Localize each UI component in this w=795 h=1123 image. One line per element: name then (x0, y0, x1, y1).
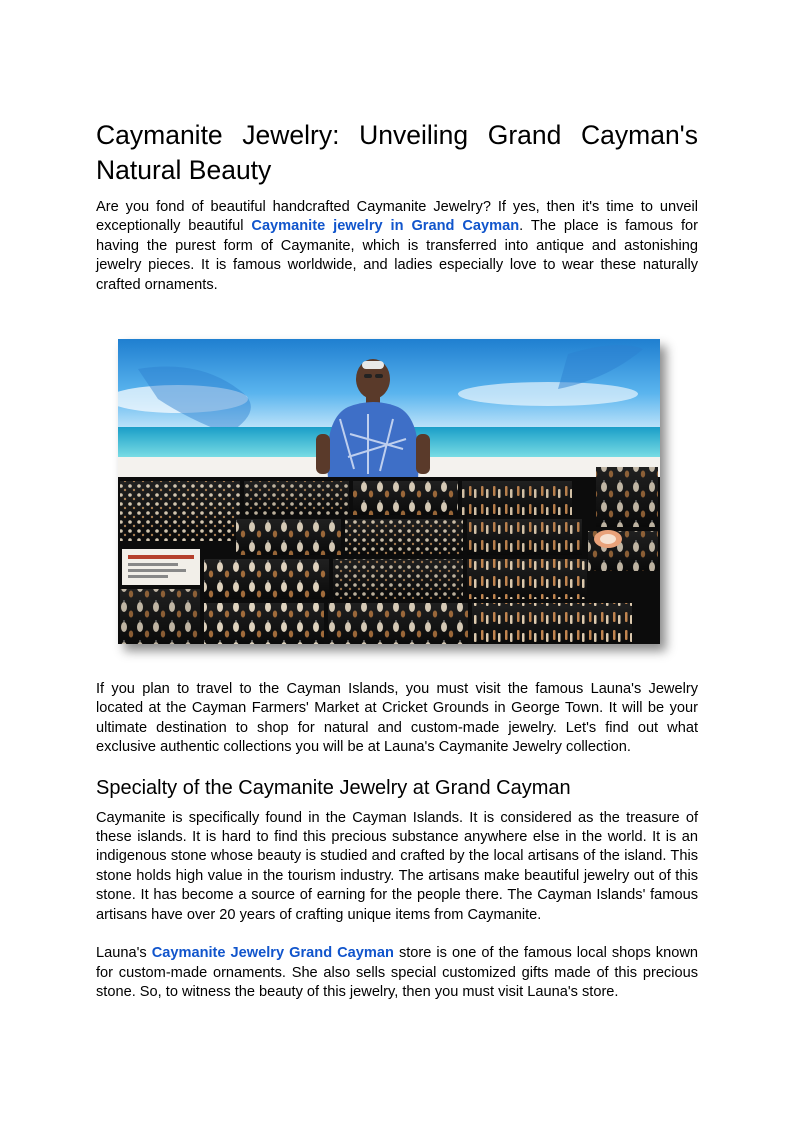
jewelry-trays (118, 467, 660, 644)
intro-text-after: . The place is famous for having the purest form of Caymanite, which is transferred into antique and astonishing jewelry pieces. It is famous worldwide, and ladies especially love to wear these naturally crafted ornaments. (96, 218, 698, 293)
store-text-before: Launa's (96, 945, 152, 962)
photo-illustration (118, 339, 660, 644)
paragraph-visit-launas: If you plan to travel to the Cayman Islands, you must visit the famous Launa's Jewelry located at the Cayman Farmers' Market at Cricket Grounds in George Town. It will be your ultimate destination to shop for natural and custom-made jewelry. Let's find out what exclusive authentic collections you will be at Launa's Caymanite Jewelry collection. (96, 681, 698, 756)
store-text-after: store is one of the famous local shops known for custom-made ornaments. She also sells special customized gifts made of this precious stone. So, to witness the beauty of this jewelry, then you must visit Launa's store. (96, 945, 698, 1000)
section-heading: Specialty of the Caymanite Jewelry at Grand Cayman (96, 776, 571, 799)
jewelry-stall-photo (118, 339, 660, 644)
intro-paragraph (96, 198, 698, 295)
intro-text-before: Are you fond of beautiful handcrafted Caymanite Jewelry? If yes, then it's time to unveil exceptionally beautiful (96, 199, 698, 235)
caymanite-jewelry-link[interactable]: Caymanite jewelry in Grand Cayman (251, 218, 520, 235)
caymanite-jewelry-grand-cayman-link[interactable]: Caymanite Jewelry Grand Cayman (151, 945, 394, 962)
page-title: Caymanite Jewelry: Unveiling Grand Cayman's Natural Beauty (96, 120, 698, 185)
paragraph-launas-store (96, 944, 698, 1002)
paragraph-specialty: Caymanite is specifically found in the Cayman Islands. It is considered as the treasure of these islands. It is hard to find this precious substance anywhere else in the world. It is an indigenous stone whose beauty is studied and crafted by the local artisans of the island. This stone holds high value in the tourism industry. The artisans make beautiful jewelry out of this stone. It has become a source of earning for the people there. The Cayman Islands' famous artisans have over 20 years of crafting unique items from Caymanite. (96, 809, 698, 923)
